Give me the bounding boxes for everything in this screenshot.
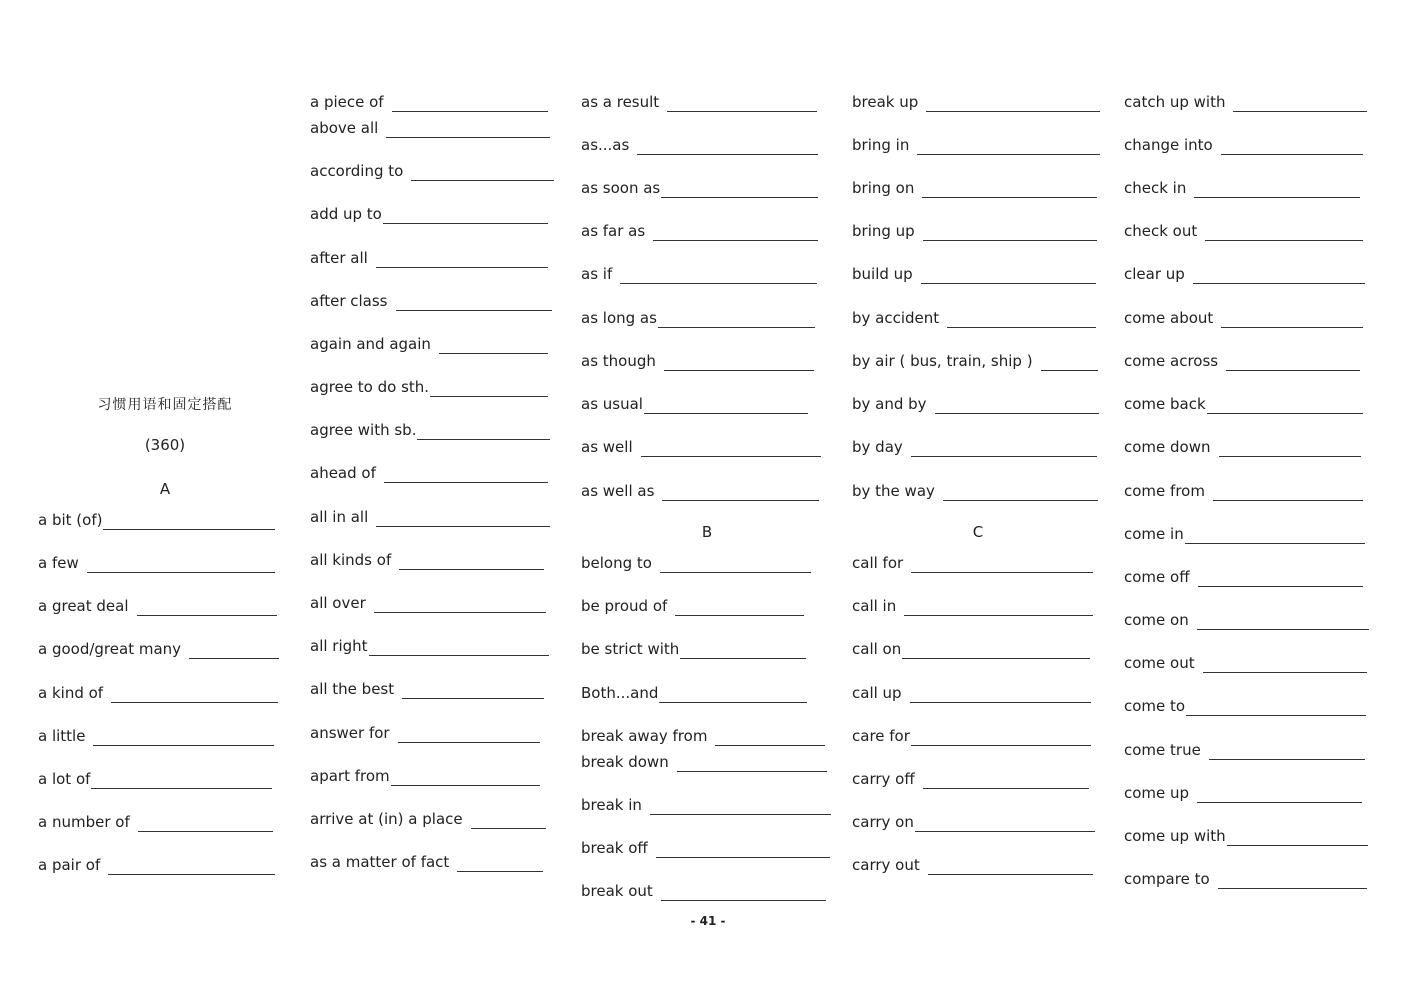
answer-blank[interactable]	[1219, 439, 1361, 457]
answer-blank[interactable]	[653, 223, 818, 241]
answer-blank[interactable]	[439, 336, 548, 354]
phrase-item	[852, 392, 1099, 414]
phrase-text: a pair of	[38, 856, 101, 874]
answer-blank[interactable]	[911, 439, 1097, 457]
answer-blank[interactable]	[383, 206, 548, 224]
answer-blank[interactable]	[921, 266, 1096, 284]
section-title: 习惯用语和固定搭配	[97, 397, 233, 413]
phrase-text: come out	[1124, 654, 1195, 672]
phrase-item	[310, 505, 550, 527]
phrase-text: apart from	[310, 767, 390, 785]
phrase-text: as a matter of fact	[310, 853, 450, 871]
phrase-item	[581, 176, 818, 198]
answer-blank[interactable]	[189, 641, 279, 659]
phrase-item	[310, 332, 548, 354]
phrase-text: carry out	[852, 856, 920, 874]
phrase-item	[581, 793, 831, 815]
phrase-item	[852, 306, 1096, 328]
phrase-text: as a result	[581, 93, 660, 111]
phrase-item	[852, 681, 1091, 703]
section-heading-a: A	[159, 480, 171, 498]
phrase-item	[852, 724, 1091, 746]
phrase-text: a lot of	[38, 770, 91, 788]
phrase-text: compare to	[1124, 870, 1210, 888]
phrase-text: agree to do sth.	[310, 378, 430, 396]
phrase-item	[310, 246, 548, 268]
answer-blank[interactable]	[911, 555, 1093, 573]
phrase-item	[38, 810, 273, 832]
answer-blank[interactable]	[391, 768, 540, 786]
phrase-text: a few	[38, 554, 79, 572]
phrase-text: by the way	[852, 482, 935, 500]
phrase-item	[852, 262, 1096, 284]
phrase-item	[852, 853, 1093, 875]
phrase-item	[1124, 522, 1365, 544]
answer-blank[interactable]	[1233, 94, 1367, 112]
phrase-item	[1124, 608, 1369, 630]
phrase-item	[852, 176, 1097, 198]
phrase-text: catch up with	[1124, 93, 1226, 111]
answer-blank[interactable]	[715, 728, 825, 746]
phrase-text: a little	[38, 727, 86, 745]
answer-blank[interactable]	[374, 595, 546, 613]
phrase-text: come down	[1124, 438, 1211, 456]
phrase-text: by day	[852, 438, 903, 456]
phrase-text: a bit (of)	[38, 511, 103, 529]
answer-blank[interactable]	[1221, 310, 1363, 328]
phrase-item	[581, 681, 807, 703]
answer-blank[interactable]	[1226, 353, 1360, 371]
phrase-text: as far as	[581, 222, 646, 240]
phrase-item	[852, 637, 1090, 659]
phrase-item	[310, 418, 550, 440]
phrase-text: bring up	[852, 222, 915, 240]
phrase-item	[581, 435, 821, 457]
phrase-item	[1124, 435, 1361, 457]
answer-blank[interactable]	[660, 555, 811, 573]
answer-blank[interactable]	[911, 728, 1091, 746]
phrase-text: come back	[1124, 395, 1206, 413]
answer-blank[interactable]	[661, 883, 826, 901]
answer-blank[interactable]	[677, 754, 827, 772]
phrase-item	[581, 262, 817, 284]
answer-blank[interactable]	[680, 641, 806, 659]
answer-blank[interactable]	[1218, 871, 1367, 889]
phrase-item	[310, 375, 548, 397]
phrase-item	[852, 810, 1095, 832]
phrase-item	[852, 479, 1098, 501]
phrase-text: agree with sb.	[310, 421, 417, 439]
answer-blank[interactable]	[91, 771, 272, 789]
answer-blank[interactable]	[935, 396, 1099, 414]
phrase-text: come from	[1124, 482, 1205, 500]
answer-blank[interactable]	[1203, 655, 1367, 673]
answer-blank[interactable]	[650, 797, 831, 815]
answer-blank[interactable]	[947, 310, 1096, 328]
phrase-text: all right	[310, 637, 368, 655]
answer-blank[interactable]	[620, 266, 817, 284]
phrase-text: check in	[1124, 179, 1187, 197]
answer-blank[interactable]	[926, 94, 1100, 112]
answer-blank[interactable]	[659, 685, 807, 703]
phrase-item	[581, 879, 826, 901]
phrase-text: according to	[310, 162, 404, 180]
answer-blank[interactable]	[87, 555, 275, 573]
phrase-item	[310, 634, 549, 656]
phrase-item	[852, 349, 1098, 371]
phrase-item	[310, 289, 552, 311]
answer-blank[interactable]	[1194, 180, 1360, 198]
phrase-item	[38, 853, 275, 875]
phrase-text: clear up	[1124, 265, 1185, 283]
answer-blank[interactable]	[923, 771, 1089, 789]
phrase-item	[310, 850, 543, 872]
phrase-text: carry off	[852, 770, 915, 788]
answer-blank[interactable]	[675, 598, 804, 616]
answer-blank[interactable]	[902, 641, 1090, 659]
phrase-text: as though	[581, 352, 656, 370]
answer-blank[interactable]	[369, 638, 549, 656]
phrase-item	[581, 133, 818, 155]
phrase-text: as...as	[581, 136, 630, 154]
answer-blank[interactable]	[1041, 353, 1098, 371]
phrase-item	[310, 591, 546, 613]
answer-blank[interactable]	[1186, 698, 1366, 716]
phrase-text: come on	[1124, 611, 1189, 629]
answer-blank[interactable]	[392, 94, 548, 112]
answer-blank[interactable]	[1207, 396, 1363, 414]
answer-blank[interactable]	[386, 120, 550, 138]
answer-blank[interactable]	[398, 725, 540, 743]
phrase-text: as soon as	[581, 179, 661, 197]
phrase-item	[38, 637, 279, 659]
phrase-text: answer for	[310, 724, 390, 742]
phrase-text: come off	[1124, 568, 1190, 586]
phrase-item	[1124, 479, 1363, 501]
phrase-text: add up to	[310, 205, 382, 223]
phrase-item	[310, 159, 554, 181]
phrase-item	[852, 219, 1097, 241]
phrase-item	[1124, 781, 1362, 803]
phrase-item	[310, 90, 548, 112]
phrase-text: check out	[1124, 222, 1198, 240]
phrase-text: by and by	[852, 395, 927, 413]
phrase-text: by accident	[852, 309, 940, 327]
phrase-item	[852, 551, 1093, 573]
answer-blank[interactable]	[430, 379, 548, 397]
phrase-item	[1124, 565, 1363, 587]
answer-blank[interactable]	[93, 728, 274, 746]
answer-blank[interactable]	[943, 483, 1098, 501]
phrase-item	[1124, 176, 1360, 198]
answer-blank[interactable]	[103, 512, 275, 530]
phrase-text: a good/great many	[38, 640, 182, 658]
phrase-text: all the best	[310, 680, 395, 698]
answer-blank[interactable]	[396, 293, 553, 311]
answer-blank[interactable]	[910, 685, 1091, 703]
answer-blank[interactable]	[1197, 612, 1369, 630]
answer-blank[interactable]	[656, 840, 830, 858]
phrase-text: as long as	[581, 309, 657, 327]
phrase-item	[1124, 824, 1368, 846]
answer-blank[interactable]	[471, 811, 546, 829]
phrase-text: break up	[852, 93, 919, 111]
phrase-item	[1124, 133, 1363, 155]
answer-blank[interactable]	[904, 598, 1093, 616]
phrase-text: call up	[852, 684, 902, 702]
phrase-text: change into	[1124, 136, 1213, 154]
phrase-item	[852, 90, 1100, 112]
phrase-item	[1124, 651, 1367, 673]
phrase-item	[581, 551, 811, 573]
answer-blank[interactable]	[667, 94, 817, 112]
phrase-text: by air ( bus, train, ship )	[852, 352, 1033, 370]
phrase-text: as well as	[581, 482, 655, 500]
phrase-text: break away from	[581, 727, 708, 745]
phrase-text: as usual	[581, 395, 643, 413]
phrase-item	[310, 202, 548, 224]
phrase-text: break off	[581, 839, 648, 857]
phrase-text: belong to	[581, 554, 652, 572]
phrase-count: (360)	[144, 436, 186, 454]
answer-blank[interactable]	[637, 137, 818, 155]
phrase-item	[852, 133, 1100, 155]
phrase-text: ahead of	[310, 464, 376, 482]
phrase-item	[581, 836, 830, 858]
phrase-text: be strict with	[581, 640, 680, 658]
phrase-text: again and again	[310, 335, 431, 353]
answer-blank[interactable]	[1227, 828, 1368, 846]
answer-blank[interactable]	[928, 857, 1093, 875]
phrase-text: after class	[310, 292, 388, 310]
phrase-item	[581, 349, 814, 371]
phrase-item	[38, 594, 277, 616]
phrase-text: come about	[1124, 309, 1214, 327]
phrase-text: above all	[310, 119, 379, 137]
phrase-item	[310, 461, 548, 483]
answer-blank[interactable]	[1205, 223, 1363, 241]
phrase-item	[581, 594, 804, 616]
answer-blank[interactable]	[376, 509, 550, 527]
phrase-item	[1124, 90, 1367, 112]
section-heading-c: C	[972, 523, 984, 541]
phrase-item	[1124, 219, 1363, 241]
page-number: - 41 -	[690, 914, 726, 928]
phrase-item	[38, 508, 275, 530]
phrase-item	[581, 479, 819, 501]
answer-blank[interactable]	[658, 310, 815, 328]
phrase-item	[38, 551, 275, 573]
answer-blank[interactable]	[402, 681, 544, 699]
phrase-text: build up	[852, 265, 913, 283]
phrase-text: call for	[852, 554, 904, 572]
answer-blank[interactable]	[384, 465, 548, 483]
answer-blank[interactable]	[1213, 483, 1363, 501]
answer-blank[interactable]	[644, 396, 808, 414]
phrase-item	[1124, 867, 1367, 889]
phrase-item	[38, 724, 274, 746]
phrase-text: break out	[581, 882, 653, 900]
phrase-text: come true	[1124, 741, 1201, 759]
answer-blank[interactable]	[108, 857, 275, 875]
phrase-text: break down	[581, 753, 669, 771]
phrase-item	[852, 594, 1093, 616]
phrase-text: a great deal	[38, 597, 129, 615]
phrase-item	[310, 116, 550, 138]
phrase-item	[310, 764, 540, 786]
answer-blank[interactable]	[376, 250, 548, 268]
phrase-item	[1124, 306, 1363, 328]
phrase-text: as well	[581, 438, 633, 456]
answer-blank[interactable]	[457, 854, 543, 872]
phrase-text: as if	[581, 265, 613, 283]
phrase-item	[310, 677, 544, 699]
answer-blank[interactable]	[662, 483, 819, 501]
phrase-text: after all	[310, 249, 368, 267]
phrase-text: come to	[1124, 697, 1186, 715]
phrase-text: come across	[1124, 352, 1219, 370]
phrase-text: bring on	[852, 179, 915, 197]
answer-blank[interactable]	[1209, 742, 1365, 760]
phrase-text: call on	[852, 640, 902, 658]
phrase-item	[852, 767, 1089, 789]
answer-blank[interactable]	[917, 137, 1100, 155]
answer-blank[interactable]	[399, 552, 544, 570]
answer-blank[interactable]	[1198, 569, 1363, 587]
phrase-item	[1124, 694, 1366, 716]
phrase-text: a piece of	[310, 93, 384, 111]
phrase-text: all over	[310, 594, 366, 612]
phrase-item	[852, 435, 1097, 457]
answer-blank[interactable]	[137, 598, 278, 616]
answer-blank[interactable]	[641, 439, 821, 457]
phrase-item	[310, 548, 544, 570]
answer-blank[interactable]	[138, 814, 273, 832]
answer-blank[interactable]	[417, 422, 550, 440]
phrase-item	[310, 807, 546, 829]
phrase-text: a kind of	[38, 684, 104, 702]
answer-blank[interactable]	[915, 814, 1095, 832]
section-heading-b: B	[701, 523, 713, 541]
phrase-item	[581, 306, 815, 328]
answer-blank[interactable]	[1221, 137, 1363, 155]
phrase-item	[581, 637, 806, 659]
phrase-text: care for	[852, 727, 910, 745]
phrase-item	[38, 767, 272, 789]
phrase-text: call in	[852, 597, 897, 615]
phrase-text: be proud of	[581, 597, 668, 615]
answer-blank[interactable]	[664, 353, 814, 371]
phrase-item	[581, 219, 818, 241]
phrase-item	[581, 392, 808, 414]
phrase-item	[1124, 262, 1365, 284]
phrase-text: come up	[1124, 784, 1190, 802]
phrase-text: Both...and	[581, 684, 659, 702]
phrase-text: all kinds of	[310, 551, 392, 569]
answer-blank[interactable]	[1193, 266, 1365, 284]
phrase-item	[38, 681, 278, 703]
phrase-text: bring in	[852, 136, 910, 154]
answer-blank[interactable]	[923, 223, 1097, 241]
phrase-text: arrive at (in) a place	[310, 810, 463, 828]
phrase-item	[1124, 392, 1363, 414]
phrase-text: carry on	[852, 813, 914, 831]
phrase-item	[581, 90, 817, 112]
answer-blank[interactable]	[661, 180, 818, 198]
phrase-item	[581, 750, 827, 772]
phrase-text: come up with	[1124, 827, 1226, 845]
phrase-item	[1124, 349, 1360, 371]
phrase-text: come in	[1124, 525, 1184, 543]
phrase-text: break in	[581, 796, 642, 814]
answer-blank[interactable]	[1197, 785, 1362, 803]
phrase-item	[581, 724, 825, 746]
phrase-text: a number of	[38, 813, 130, 831]
answer-blank[interactable]	[922, 180, 1097, 198]
phrase-item	[1124, 738, 1365, 760]
answer-blank[interactable]	[1185, 526, 1365, 544]
answer-blank[interactable]	[111, 685, 278, 703]
phrase-item	[310, 721, 540, 743]
answer-blank[interactable]	[411, 163, 554, 181]
phrase-text: all in all	[310, 508, 369, 526]
